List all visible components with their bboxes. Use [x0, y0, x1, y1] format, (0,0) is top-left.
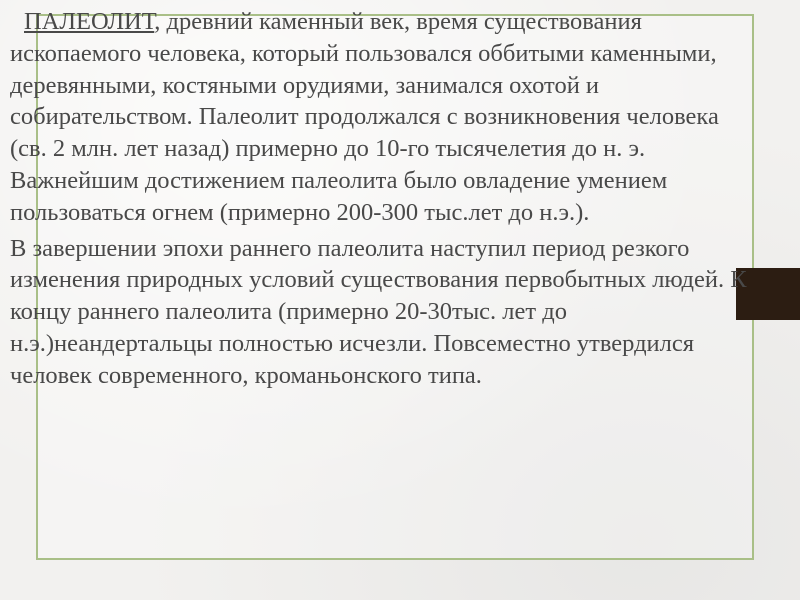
paragraph-1-text: , древний каменный век, время существования ископаемого человека, который пользовался оббитыми каменными, деревянными, костяными орудиями, занимался охотой и собирательством. Палеолит продолжался с возникновения человека (св. 2 млн. лет назад) примерно до 10-го тысячелетия до н. э. Важнейшим достижением палеолита было овладение умением пользоваться огнем (примерно 200-300 тыс.лет до н.э.). [10, 8, 719, 226]
paragraph-paleolithic-definition [10, 6, 756, 229]
keyword-paleolithic: ПАЛЕОЛИТ [24, 8, 155, 35]
paragraph-late-paleolithic: В завершении эпохи раннего палеолита наступил период резкого изменения природных условий существования первобытных людей. К концу раннего палеолита (примерно 20-30тыс. лет до н.э.)неандертальцы полностью исчезли. Повсеместно утвердился человек современного, кроманьонского типа. [10, 234, 747, 389]
slide-body [10, 6, 756, 392]
